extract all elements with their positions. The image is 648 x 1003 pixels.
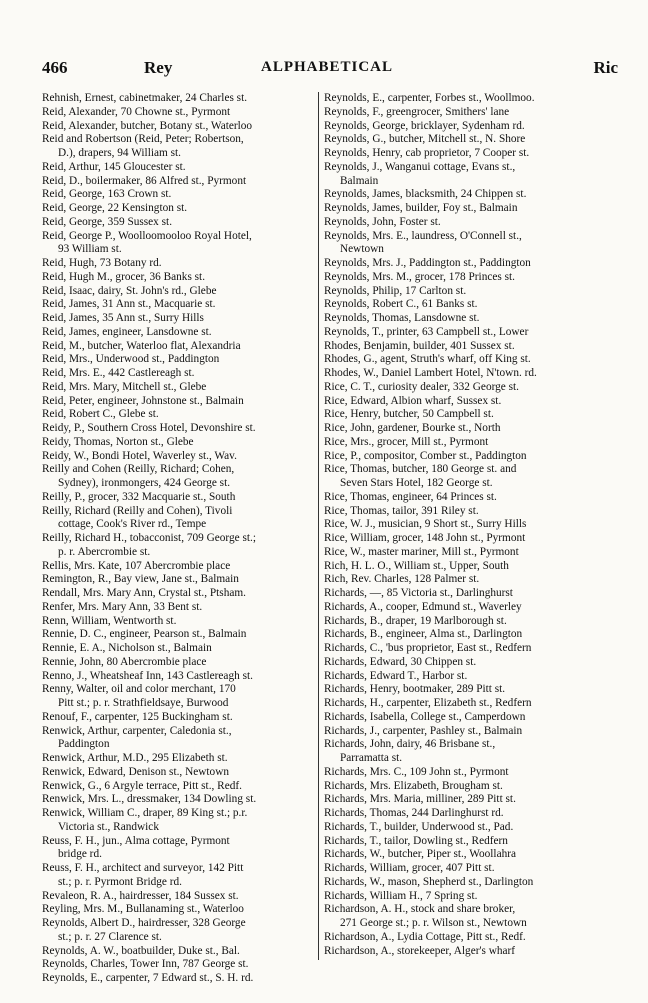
directory-entry-line: Reynolds, Philip, 17 Carlton st. <box>324 284 467 297</box>
directory-entry-line: p. r. Abercrombie st. <box>58 545 151 558</box>
directory-entry-line: Richards, John, dairy, 46 Brisbane st., <box>324 738 496 751</box>
directory-entry-line: Rich, H. L. O., William st., Upper, South <box>324 559 509 572</box>
directory-entry-line: Rich, Rev. Charles, 128 Palmer st. <box>324 573 480 586</box>
directory-entry-line: Rhodes, Benjamin, builder, 401 Sussex st. <box>324 339 515 352</box>
page-number: 466 <box>42 58 68 77</box>
directory-entry-line: Rice, William, grocer, 148 John st., Pyrmont <box>324 532 526 544</box>
directory-entry-line: Reynolds, Henry, cab proprietor, 7 Cooper st. <box>324 147 530 159</box>
directory-entry-line: Rennie, John, 80 Abercrombie place <box>42 655 207 668</box>
directory-entry-line: Rellis, Mrs. Kate, 107 Abercrombie place <box>42 559 231 572</box>
directory-entry-line: Richards, T., builder, Underwood st., Pad. <box>324 820 514 833</box>
directory-entry-line: Reid, Mrs., Underwood st., Paddington <box>42 353 220 366</box>
column-divider <box>318 92 319 960</box>
left-column <box>42 92 314 986</box>
directory-entry-line: Reynolds, Mrs. J., Paddington st., Paddington <box>324 257 531 269</box>
directory-entry-line: Reilly and Cohen (Reilly, Richard; Cohen, <box>42 463 235 476</box>
directory-entry-line: Richards, Henry, bootmaker, 289 Pitt st. <box>324 683 506 696</box>
header-keyword-left: Rey <box>144 58 173 77</box>
directory-entry-line: Reynolds, Albert D., hairdresser, 328 George <box>42 917 246 929</box>
directory-entry-line: Paddington <box>58 738 110 751</box>
directory-entry-line: Reynolds, Mrs. M., grocer, 178 Princes st. <box>324 270 515 283</box>
directory-entry-line: Reid, Peter, engineer, Johnstone st., Balmain <box>42 394 244 407</box>
directory-entry-line: Renwick, Arthur, carpenter, Caledonia st., <box>42 724 232 737</box>
directory-entry-line: Rice, Henry, butcher, 50 Campbell st. <box>324 408 494 421</box>
directory-entry-line: Reid, George P., Woolloomooloo Royal Hotel, <box>42 229 252 242</box>
directory-entry-line: Reynolds, E., carpenter, Forbes st., Woollmoo. <box>324 92 535 104</box>
directory-entry-line: Reuss, F. H., architect and surveyor, 142 Pitt <box>42 862 244 874</box>
directory-entry-line: Rennie, D. C., engineer, Pearson st., Balmain <box>42 628 247 641</box>
directory-entry-line: Reid, Mrs. E., 442 Castlereagh st. <box>42 367 195 379</box>
directory-entry-line: Renwick, Mrs. L., dressmaker, 134 Dowling st. <box>42 793 257 806</box>
page-header <box>34 58 620 80</box>
directory-entry-line: Renno, J., Wheatsheaf Inn, 143 Castlereagh st. <box>42 669 253 682</box>
directory-entry-line: Reilly, Richard (Reilly and Cohen), Tivoli <box>42 504 233 517</box>
directory-entry-line: st.; p. r. Pyrmont Bridge rd. <box>58 875 182 888</box>
directory-entry-line: Rendall, Mrs. Mary Ann, Crystal st., Ptsham. <box>42 587 246 599</box>
directory-entry-line: Reilly, P., grocer, 332 Macquarie st., South <box>42 490 236 503</box>
directory-entry-line: Reidy, Thomas, Norton st., Glebe <box>42 435 194 448</box>
directory-entry-line: Seven Stars Hotel, 182 George st. <box>340 477 493 489</box>
directory-entry-line: Richards, Mrs. Maria, milliner, 289 Pitt st. <box>324 793 516 806</box>
directory-entry-line: Rice, C. T., curiosity dealer, 332 George st. <box>324 380 520 393</box>
directory-entry-line: Rice, P., compositor, Comber st., Paddington <box>324 449 527 462</box>
directory-entry-line: Reid, Hugh M., grocer, 36 Banks st. <box>42 270 206 283</box>
directory-entry-line: Revaleon, R. A., hairdresser, 184 Sussex st. <box>42 889 239 902</box>
directory-entry-line: Remington, R., Bay view, Jane st., Balmain <box>42 573 239 586</box>
directory-entry-line: Reuss, F. H., jun., Alma cottage, Pyrmont <box>42 834 230 847</box>
directory-entry-line: Rhodes, W., Daniel Lambert Hotel, N'town. rd. <box>324 367 537 379</box>
directory-entry-line: Richards, W., butcher, Piper st., Woollahra <box>324 848 517 861</box>
directory-entry-line: Reyling, Mrs. M., Bullanaming st., Waterloo <box>42 903 244 916</box>
directory-entry-line: Reynolds, George, bricklayer, Sydenham rd. <box>324 119 525 132</box>
directory-entry-line: Reid, George, 163 Crown st. <box>42 188 172 201</box>
directory-entry-line: Reynolds, Robert C., 61 Banks st. <box>324 298 478 311</box>
directory-entry-line: Renwick, Edward, Denison st., Newtown <box>42 765 229 778</box>
directory-entry-line: Reynolds, Mrs. E., laundress, O'Connell st., <box>324 229 522 242</box>
directory-entry-line: Reidy, W., Bondi Hotel, Waverley st., Wav. <box>42 449 237 462</box>
directory-entry-line: Renwick, Arthur, M.D., 295 Elizabeth st. <box>42 752 228 764</box>
directory-entry-line: 93 William st. <box>58 243 122 256</box>
directory-entry-line: Reynolds, John, Foster st. <box>324 215 441 228</box>
directory-entry-line: Reynolds, G., butcher, Mitchell st., N. Shore <box>324 133 526 146</box>
directory-entry-line: Reynolds, Charles, Tower Inn, 787 George st. <box>42 958 249 971</box>
directory-entry-line: Renny, Walter, oil and color merchant, 170 <box>42 683 236 696</box>
directory-entry-line: Rice, Edward, Albion wharf, Sussex st. <box>324 394 502 407</box>
directory-entry-line: Reynolds, J., Wanganui cottage, Evans st., <box>324 160 516 173</box>
directory-entry-line: Richards, J., carpenter, Pashley st., Balmain <box>324 724 523 737</box>
directory-entry-line: Reid, Mrs. Mary, Mitchell st., Glebe <box>42 380 207 393</box>
directory-entry-line: Reid, Hugh, 73 Botany rd. <box>42 257 162 269</box>
directory-entry-line: Reid, James, 35 Ann st., Surry Hills <box>42 312 204 324</box>
directory-entry-line: Richards, C., 'bus proprietor, East st., Redfern <box>324 642 532 654</box>
right-column <box>324 92 602 958</box>
directory-entry-line: Rice, Thomas, tailor, 391 Riley st. <box>324 504 479 517</box>
directory-entry-line: Reynolds, A. W., boatbuilder, Duke st., Bal. <box>42 944 240 957</box>
directory-entry-line: Pitt st.; p. r. Strathfieldsaye, Burwood <box>58 697 229 709</box>
directory-entry-line: Richards, Edward, 30 Chippen st. <box>324 655 477 668</box>
directory-entry-line: st.; p. r. 27 Clarence st. <box>58 930 162 943</box>
directory-entry-line: Richards, Mrs. C., 109 John st., Pyrmont <box>324 765 509 778</box>
directory-entry-line: Renouf, F., carpenter, 125 Buckingham st. <box>42 710 233 723</box>
directory-entry-line: Reynolds, Thomas, Lansdowne st. <box>324 312 480 324</box>
directory-entry-line: Renwick, G., 6 Argyle terrace, Pitt st., Redf. <box>42 779 242 792</box>
directory-entry-line: Richardson, A., storekeeper, Alger's wharf <box>324 944 516 957</box>
directory-entry-line: Parramatta st. <box>340 752 403 764</box>
directory-entry-line: Reynolds, F., greengrocer, Smithers' lane <box>324 105 510 118</box>
directory-entry-line: Rice, W., master mariner, Mill st., Pyrmont <box>324 545 519 558</box>
directory-entry-line: Sydney), ironmongers, 424 George st. <box>58 477 231 489</box>
directory-entry-line: Reid, James, engineer, Lansdowne st. <box>42 325 212 338</box>
header-keyword-right: Ric <box>593 58 618 77</box>
directory-entry-line: Reid, Alexander, 70 Chowne st., Pyrmont <box>42 105 231 118</box>
directory-entry-line: Richards, T., tailor, Dowling st., Redfern <box>324 834 508 847</box>
directory-entry-line: Rhodes, G., agent, Struth's wharf, off King st. <box>324 353 531 366</box>
directory-entry-line: cottage, Cook's River rd., Tempe <box>58 518 207 531</box>
directory-entry-line: Rennie, E. A., Nicholson st., Balmain <box>42 642 212 654</box>
directory-entry-line: Reidy, P., Southern Cross Hotel, Devonshire st. <box>42 422 256 434</box>
directory-entry-line: Reynolds, James, builder, Foy st., Balmain <box>324 202 518 214</box>
directory-entry-line: Rice, Thomas, butcher, 180 George st. and <box>324 463 517 476</box>
directory-entry-line: Richards, H., carpenter, Elizabeth st., Redfern <box>324 697 532 709</box>
directory-entry-line: Reid, George, 359 Sussex st. <box>42 215 173 228</box>
directory-entry-line: Renwick, William C., draper, 89 King st.; p.r. <box>42 807 248 819</box>
directory-entry-line: Newtown <box>340 243 384 256</box>
directory-entry-line: Richards, —, 85 Victoria st., Darlinghurst <box>324 587 513 599</box>
directory-entry-line: Richards, William, grocer, 407 Pitt st. <box>324 862 495 874</box>
directory-entry-line: Reid, M., butcher, Waterloo flat, Alexandria <box>42 339 241 352</box>
directory-entry-line: Reid, James, 31 Ann st., Macquarie st. <box>42 298 216 311</box>
directory-entry-line: Richards, William H., 7 Spring st. <box>324 889 478 902</box>
directory-entry-line: Richards, B., draper, 19 Marlborough st. <box>324 614 507 627</box>
directory-entry-line: Richards, A., cooper, Edmund st., Waverley <box>324 600 522 613</box>
directory-entry-line: Reid, Arthur, 145 Gloucester st. <box>42 160 186 173</box>
directory-entry-line: Richards, Isabella, College st., Camperdown <box>324 710 526 723</box>
directory-entry-line: Reid, D., boilermaker, 86 Alfred st., Pyrmont <box>42 174 247 187</box>
directory-entry-line: Rice, Thomas, engineer, 64 Princes st. <box>324 490 497 503</box>
directory-entry-line: Rice, Mrs., grocer, Mill st., Pyrmont <box>324 435 489 448</box>
directory-entry-line: Renfer, Mrs. Mary Ann, 33 Bent st. <box>42 600 203 613</box>
directory-entry-line: Richards, Edward T., Harbor st. <box>324 669 468 682</box>
directory-entry-line: 271 George st.; p. r. Wilson st., Newtown <box>340 917 527 929</box>
directory-entry-line: Richards, Mrs. Elizabeth, Brougham st. <box>324 779 503 792</box>
directory-entry-line: Renn, William, Wentworth st. <box>42 614 177 627</box>
directory-entry-line: Reynolds, James, blacksmith, 24 Chippen st. <box>324 188 527 201</box>
directory-entry-line: Richardson, A., Lydia Cottage, Pitt st., Redf. <box>324 930 526 943</box>
directory-entry-line: D.), drapers, 94 William st. <box>58 147 181 159</box>
directory-entry-line: Reynolds, T., printer, 63 Campbell st., Lower <box>324 325 529 338</box>
page-title: ALPHABETICAL <box>260 59 394 75</box>
directory-entry-line: Reid and Robertson (Reid, Peter; Robertson, <box>42 133 244 146</box>
directory-entry-line: Rice, John, gardener, Bourke st., North <box>324 422 501 434</box>
directory-entry-line: Richards, W., mason, Shepherd st., Darlington <box>324 875 534 888</box>
directory-entry-line: Reid, Isaac, dairy, St. John's rd., Glebe <box>42 284 217 297</box>
directory-entry-line: bridge rd. <box>58 848 102 861</box>
directory-entry-line: Reid, Robert C., Glebe st. <box>42 408 159 421</box>
directory-entry-line: Rice, W. J., musician, 9 Short st., Surry Hills <box>324 518 527 531</box>
directory-entry-line: Rehnish, Ernest, cabinetmaker, 24 Charles st. <box>42 92 248 104</box>
directory-entry-line: Balmain <box>340 174 379 187</box>
directory-entry-line: Reynolds, E., carpenter, 7 Edward st., S. H. rd. <box>42 972 254 984</box>
directory-entry-line: Victoria st., Randwick <box>58 820 159 833</box>
directory-entry-line: Reid, George, 22 Kensington st. <box>42 202 188 214</box>
directory-entry-line: Reilly, Richard H., tobacconist, 709 George st.; <box>42 532 256 544</box>
directory-entry-line: Richardson, A. H., stock and share broker, <box>324 903 516 916</box>
directory-entry-line: Richards, B., engineer, Alma st., Darlington <box>324 628 523 641</box>
directory-entry-line: Reid, Alexander, butcher, Botany st., Waterloo <box>42 119 253 132</box>
directory-entry-line: Richards, Thomas, 244 Darlinghurst rd. <box>324 807 504 819</box>
